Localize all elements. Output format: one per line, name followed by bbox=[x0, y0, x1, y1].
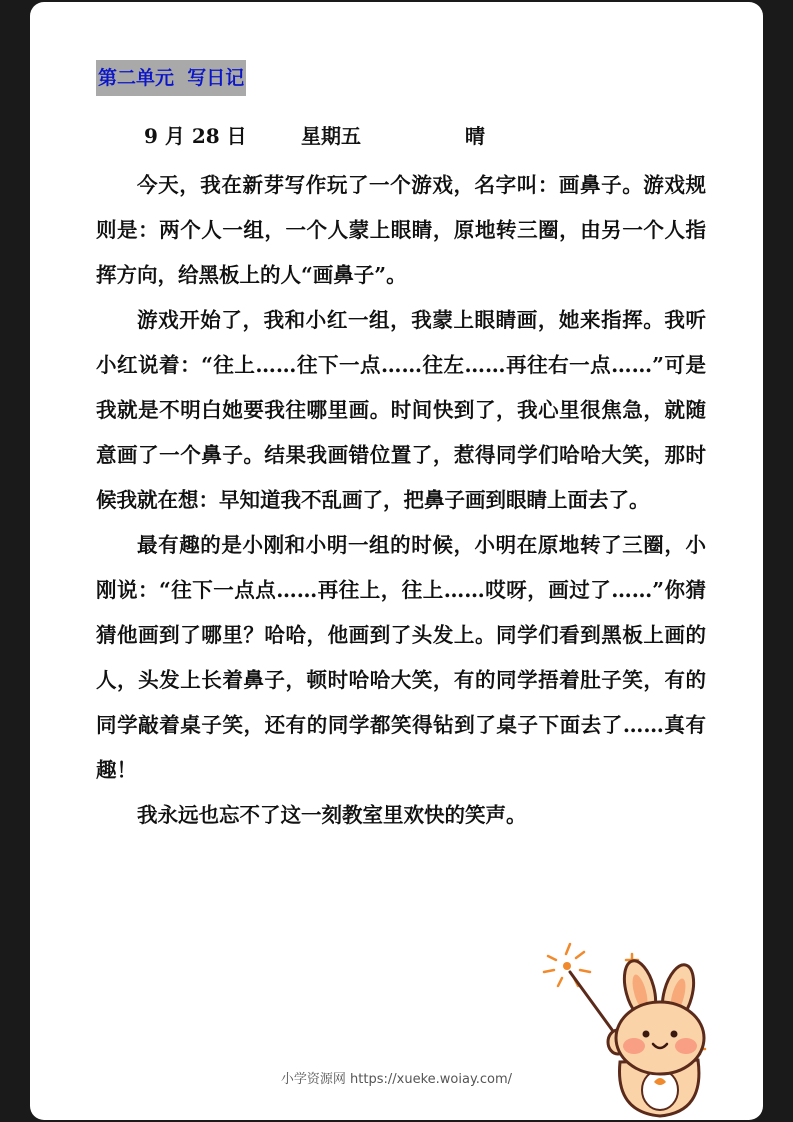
diary-weather: 晴 bbox=[465, 124, 485, 148]
sparkle-center bbox=[563, 962, 571, 970]
paragraph: 今天，我在新芽写作玩了一个游戏，名字叫：画鼻子。游戏规则是：两个人一组，一个人蒙上眼睛，原地转三圈，由另一个人指挥方向，给黑板上的人“画鼻子”。 bbox=[96, 173, 706, 287]
diary-body bbox=[96, 163, 706, 838]
footer-source: 小学资源网 https://xueke.woiay.com/ bbox=[280, 1072, 513, 1087]
diary-date: 9 月 28 日 bbox=[144, 124, 247, 148]
unit-title: 第二单元 写日记 bbox=[96, 60, 246, 96]
paragraph: 我永远也忘不了这一刻教室里欢快的笑声。 bbox=[137, 803, 527, 827]
diary-weekday: 星期五 bbox=[301, 124, 361, 148]
bunny-head bbox=[616, 1002, 704, 1074]
paragraph: 游戏开始了，我和小红一组，我蒙上眼睛画，她来指挥。我听小红说着：“往上……往下一点……往左……再往右一点……”可是我就是不明白她要我往哪里画。时间快到了，我心里很焦急，就随意画了一个鼻子。结果我画错位置了，惹得同学们哈哈大笑，那时候我就在想：早知道我不乱画了，把鼻子画到眼睛上面去了。 bbox=[96, 308, 706, 512]
bunny-illustration bbox=[510, 932, 710, 1120]
wand bbox=[570, 972, 618, 1038]
paragraph: 最有趣的是小刚和小明一组的时候，小明在原地转了三圈，小刚说：“往下一点点……再往上，往上……哎呀，画过了……”你猜猜他画到了哪里？哈哈，他画到了头发上。同学们看到黑板上画的人，头发上长着鼻子，顿时哈哈大笑，有的同学捂着肚子笑，有的同学敲着桌子笑，还有的同学都笑得钻到了桌子下面去了……真有趣！ bbox=[96, 533, 706, 782]
document-page bbox=[30, 2, 763, 1120]
